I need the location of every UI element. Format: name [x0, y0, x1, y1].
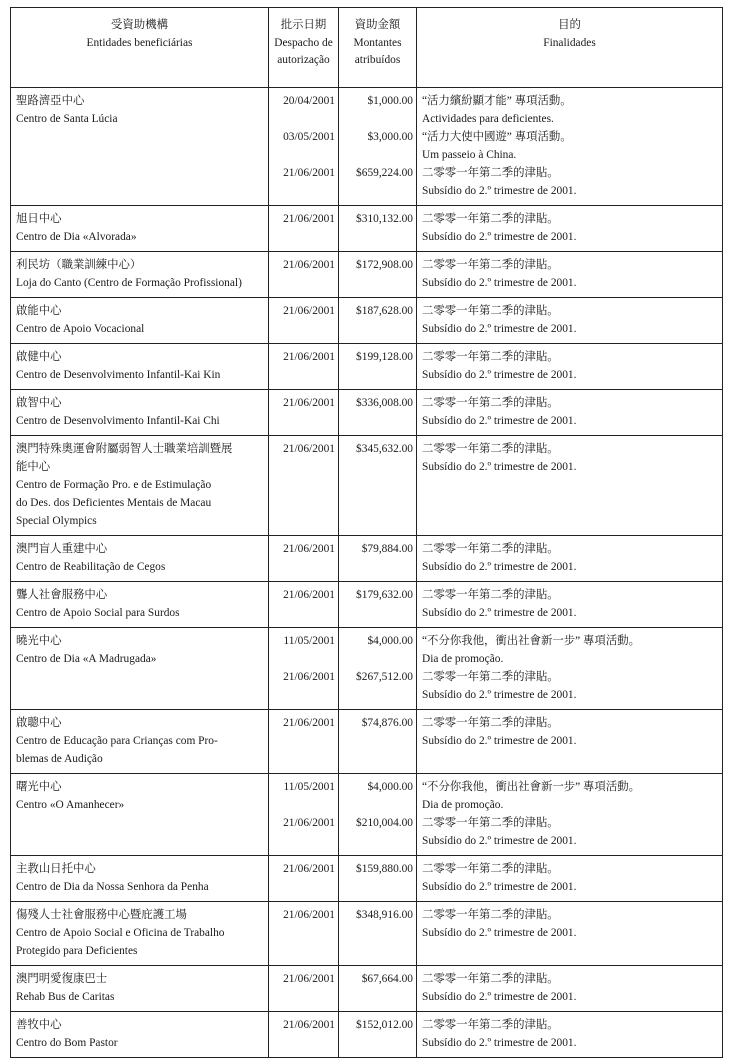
entity-name-line: 澳門明愛復康巴士: [16, 973, 108, 985]
date-cell: [269, 436, 339, 536]
entity-name-line: Centro de Apoio Social e Oficina de Trabalho: [16, 927, 225, 939]
table-row: [11, 966, 723, 1012]
amount-cell: [339, 582, 417, 628]
entity-cell: [11, 206, 269, 252]
entity-name-line: Centro de Formação Pro. e de Estimulação: [16, 479, 212, 491]
line-spacer: [344, 412, 413, 430]
purpose-cell: [417, 206, 723, 252]
header-date-zh: 批示日期: [280, 19, 327, 31]
header-entity: [11, 8, 269, 88]
line-spacer: [274, 878, 335, 896]
line-spacer: [274, 796, 335, 814]
entity-cell: [11, 856, 269, 902]
purpose-line: 二零零一年第二季的津貼。: [422, 909, 559, 921]
line-spacer: [344, 320, 413, 338]
header-amount-pt-1: Montantes: [353, 36, 402, 49]
purpose-line: Subsídio do 2.º trimestre de 2001.: [422, 835, 577, 847]
line-spacer: [274, 366, 335, 384]
line-spacer: [274, 182, 335, 200]
purpose-line: “不分你我他，衝出社會新一步” 專項活動。: [422, 781, 640, 793]
authorization-date: 21/06/2001: [283, 589, 335, 601]
header-entity-pt: Entidades beneficiárias: [86, 36, 193, 49]
entity-name-line: Protegido para Deficientes: [16, 945, 138, 957]
entity-name-line: 旭日中心: [16, 213, 62, 225]
purpose-cell: [417, 436, 723, 536]
date-cell: [269, 774, 339, 856]
entity-cell: [11, 252, 269, 298]
entity-name-line: 聖路濟亞中心: [16, 95, 85, 107]
authorization-date: 21/06/2001: [283, 973, 335, 985]
line-spacer: [274, 146, 335, 164]
table-row: [11, 298, 723, 344]
authorization-date: 21/06/2001: [283, 543, 335, 555]
table-row: [11, 88, 723, 206]
amount-cell: [339, 252, 417, 298]
purpose-cell: [417, 582, 723, 628]
grant-amount: $3,000.00: [367, 131, 413, 143]
date-cell: [269, 298, 339, 344]
grant-amount: $172,908.00: [356, 259, 413, 271]
purpose-line: Subsídio do 2.º trimestre de 2001.: [422, 323, 577, 335]
line-spacer: [274, 732, 335, 750]
purpose-line: “活力繽紛顯才能” 專項活動。: [422, 95, 572, 107]
purpose-line: 二零零一年第二季的津貼。: [422, 863, 559, 875]
header-amount-pt-2: atribuídos: [354, 54, 401, 66]
date-cell: [269, 710, 339, 774]
line-spacer: [274, 228, 335, 246]
purpose-cell: [417, 628, 723, 710]
entity-name-line: 傷殘人士社會服務中心暨庇護工場: [16, 909, 187, 921]
line-spacer: [274, 274, 335, 292]
table-body: [11, 88, 723, 1058]
header-date-pt-1: Despacho de: [274, 36, 333, 49]
entity-name-line: 澳門盲人重建中心: [16, 543, 108, 555]
purpose-line: Subsídio do 2.º trimestre de 2001.: [422, 561, 577, 573]
date-cell: [269, 536, 339, 582]
entity-cell: [11, 536, 269, 582]
date-cell: [269, 582, 339, 628]
table-row: [11, 206, 723, 252]
purpose-line: Subsídio do 2.º trimestre de 2001.: [422, 689, 577, 701]
purpose-line: Dia de promoção.: [422, 799, 504, 811]
table-row: [11, 856, 723, 902]
purpose-line: “活力大使中國遊” 專項活動。: [422, 131, 572, 143]
grant-amount: $348,916.00: [356, 909, 413, 921]
table-row: [11, 344, 723, 390]
purpose-line: Subsídio do 2.º trimestre de 2001.: [422, 881, 577, 893]
purpose-line: 二零零一年第二季的津貼。: [422, 973, 559, 985]
entity-name-line: Centro de Reabilitação de Cegos: [16, 561, 166, 573]
authorization-date: 21/06/2001: [283, 1019, 335, 1031]
table-row: [11, 436, 723, 536]
authorization-date: 21/06/2001: [283, 213, 335, 225]
date-cell: [269, 88, 339, 206]
entity-cell: [11, 390, 269, 436]
entity-name-line: 曙光中心: [16, 781, 62, 793]
header-date: [269, 8, 339, 88]
entity-name-line: 曉光中心: [16, 635, 62, 647]
entity-cell: [11, 344, 269, 390]
line-spacer: [344, 604, 413, 622]
line-spacer: [344, 110, 413, 128]
amount-cell: [339, 206, 417, 252]
grant-amount: $187,628.00: [356, 305, 413, 317]
date-cell: [269, 252, 339, 298]
line-spacer: [344, 146, 413, 164]
table-row: [11, 390, 723, 436]
purpose-line: Subsídio do 2.º trimestre de 2001.: [422, 231, 577, 243]
authorization-date: 21/06/2001: [283, 817, 335, 829]
amount-cell: [339, 1012, 417, 1058]
entity-name-line: 主教山日托中心: [16, 863, 96, 875]
grant-amount: $310,132.00: [356, 213, 413, 225]
purpose-line: Subsídio do 2.º trimestre de 2001.: [422, 1037, 577, 1049]
purpose-line: 二零零一年第二季的津貼。: [422, 305, 559, 317]
amount-cell: [339, 436, 417, 536]
purpose-line: 二零零一年第二季的津貼。: [422, 817, 559, 829]
line-spacer: [344, 686, 413, 704]
authorization-date: 21/06/2001: [283, 909, 335, 921]
authorization-date: 21/06/2001: [283, 671, 335, 683]
header-purpose-zh: 目的: [558, 19, 581, 31]
grant-amount: $345,632.00: [356, 443, 413, 455]
table-row: [11, 536, 723, 582]
purpose-cell: [417, 856, 723, 902]
header-amount: [339, 8, 417, 88]
purpose-line: Um passeio à China.: [422, 149, 517, 161]
header-entity-zh: 受資助機構: [111, 19, 168, 31]
entity-cell: [11, 966, 269, 1012]
purpose-cell: [417, 966, 723, 1012]
line-spacer: [344, 458, 413, 476]
amount-cell: [339, 628, 417, 710]
table-row: [11, 628, 723, 710]
purpose-line: 二零零一年第二季的津貼。: [422, 589, 559, 601]
entity-name-line: Centro do Bom Pastor: [16, 1037, 118, 1049]
header-amount-zh: 資助金額: [354, 19, 401, 31]
entity-name-line: Centro de Dia da Nossa Senhora da Penha: [16, 881, 209, 893]
line-spacer: [274, 924, 335, 942]
purpose-cell: [417, 774, 723, 856]
amount-cell: [339, 390, 417, 436]
amount-cell: [339, 710, 417, 774]
amount-cell: [339, 88, 417, 206]
amount-cell: [339, 966, 417, 1012]
date-cell: [269, 856, 339, 902]
line-spacer: [274, 832, 335, 850]
table-row: [11, 582, 723, 628]
table-row: [11, 1012, 723, 1058]
purpose-line: Subsídio do 2.º trimestre de 2001.: [422, 185, 577, 197]
entity-cell: [11, 774, 269, 856]
date-cell: [269, 344, 339, 390]
line-spacer: [344, 650, 413, 668]
entity-cell: [11, 298, 269, 344]
line-spacer: [344, 832, 413, 850]
purpose-line: 二零零一年第二季的津貼。: [422, 259, 559, 271]
entity-name-line: 啟聰中心: [16, 717, 62, 729]
purpose-line: Subsídio do 2.º trimestre de 2001.: [422, 991, 577, 1003]
authorization-date: 11/05/2001: [283, 635, 335, 647]
table-row: [11, 902, 723, 966]
entity-cell: [11, 582, 269, 628]
entity-name-line: Special Olympics: [16, 515, 97, 527]
amount-cell: [339, 344, 417, 390]
entity-name-line: 聾人社會服務中心: [16, 589, 108, 601]
purpose-line: 二零零一年第二季的津貼。: [422, 671, 559, 683]
line-spacer: [344, 182, 413, 200]
entity-name-line: blemas de Audição: [16, 753, 103, 765]
grants-table: [10, 7, 723, 1058]
amount-cell: [339, 536, 417, 582]
line-spacer: [274, 686, 335, 704]
purpose-line: 二零零一年第二季的津貼。: [422, 717, 559, 729]
line-spacer: [344, 732, 413, 750]
header-row: [11, 8, 723, 88]
entity-cell: [11, 628, 269, 710]
purpose-line: Dia de promoção.: [422, 653, 504, 665]
purpose-line: 二零零一年第二季的津貼。: [422, 1019, 559, 1031]
authorization-date: 21/06/2001: [283, 351, 335, 363]
purpose-line: Actividades para deficientes.: [422, 113, 554, 125]
line-spacer: [344, 366, 413, 384]
purpose-cell: [417, 344, 723, 390]
purpose-cell: [417, 902, 723, 966]
header-purpose: [417, 8, 723, 88]
table-row: [11, 774, 723, 856]
line-spacer: [344, 796, 413, 814]
entity-name-line: 能中心: [16, 461, 51, 473]
entity-name-line: Centro de Apoio Social para Surdos: [16, 607, 180, 619]
line-spacer: [274, 604, 335, 622]
grant-amount: $4,000.00: [367, 781, 413, 793]
date-cell: [269, 628, 339, 710]
line-spacer: [344, 988, 413, 1006]
line-spacer: [274, 1034, 335, 1052]
line-spacer: [344, 558, 413, 576]
grant-amount: $210,004.00: [356, 817, 413, 829]
entity-name-line: Centro de Dia «A Madrugada»: [16, 653, 157, 665]
authorization-date: 21/06/2001: [283, 305, 335, 317]
purpose-cell: [417, 298, 723, 344]
line-spacer: [274, 320, 335, 338]
grant-amount: $4,000.00: [367, 635, 413, 647]
entity-name-line: Centro de Educação para Crianças com Pro-: [16, 735, 218, 747]
line-spacer: [344, 228, 413, 246]
grant-amount: $336,008.00: [356, 397, 413, 409]
grant-amount: $199,128.00: [356, 351, 413, 363]
entity-cell: [11, 436, 269, 536]
purpose-line: 二零零一年第二季的津貼。: [422, 351, 559, 363]
purpose-line: Subsídio do 2.º trimestre de 2001.: [422, 277, 577, 289]
line-spacer: [344, 878, 413, 896]
header-date-pt-2: autorização: [277, 54, 330, 66]
entity-name-line: Centro de Desenvolvimento Infantil-Kai Chi: [16, 415, 220, 427]
purpose-cell: [417, 390, 723, 436]
line-spacer: [344, 1034, 413, 1052]
grant-amount: $79,884.00: [361, 543, 413, 555]
entity-cell: [11, 88, 269, 206]
amount-cell: [339, 774, 417, 856]
entity-name-line: Centro de Dia «Alvorada»: [16, 231, 137, 243]
date-cell: [269, 206, 339, 252]
purpose-cell: [417, 536, 723, 582]
line-spacer: [274, 650, 335, 668]
authorization-date: 21/06/2001: [283, 259, 335, 271]
grant-amount: $67,664.00: [361, 973, 413, 985]
purpose-line: Subsídio do 2.º trimestre de 2001.: [422, 607, 577, 619]
purpose-cell: [417, 710, 723, 774]
entity-cell: [11, 710, 269, 774]
authorization-date: 21/06/2001: [283, 443, 335, 455]
line-spacer: [274, 458, 335, 476]
authorization-date: 21/06/2001: [283, 397, 335, 409]
purpose-cell: [417, 1012, 723, 1058]
purpose-line: 二零零一年第二季的津貼。: [422, 397, 559, 409]
entity-name-line: 澳門特殊奧運會附屬弱智人士職業培訓暨展: [16, 443, 233, 455]
authorization-date: 21/06/2001: [283, 863, 335, 875]
entity-cell: [11, 1012, 269, 1058]
entity-name-line: 啟智中心: [16, 397, 62, 409]
entity-name-line: 善牧中心: [16, 1019, 62, 1031]
line-spacer: [274, 412, 335, 430]
date-cell: [269, 1012, 339, 1058]
date-cell: [269, 902, 339, 966]
purpose-cell: [417, 88, 723, 206]
entity-name-line: 啟能中心: [16, 305, 62, 317]
entity-name-line: 啟健中心: [16, 351, 62, 363]
authorization-date: 20/04/2001: [283, 95, 335, 107]
grant-amount: $179,632.00: [356, 589, 413, 601]
purpose-line: “不分你我他，衝出社會新一步” 專項活動。: [422, 635, 640, 647]
line-spacer: [344, 924, 413, 942]
entity-name-line: Loja do Canto (Centro de Formação Profissional): [16, 277, 242, 289]
purpose-line: Subsídio do 2.º trimestre de 2001.: [422, 735, 577, 747]
purpose-line: Subsídio do 2.º trimestre de 2001.: [422, 415, 577, 427]
entity-name-line: Rehab Bus de Caritas: [16, 991, 115, 1003]
entity-name-line: Centro de Desenvolvimento Infantil-Kai Kin: [16, 369, 221, 381]
purpose-line: Subsídio do 2.º trimestre de 2001.: [422, 369, 577, 381]
entity-name-line: Centro de Santa Lúcia: [16, 113, 118, 125]
purpose-line: 二零零一年第二季的津貼。: [422, 543, 559, 555]
authorization-date: 11/05/2001: [283, 781, 335, 793]
entity-cell: [11, 902, 269, 966]
purpose-line: 二零零一年第二季的津貼。: [422, 443, 559, 455]
entity-name-line: Centro «O Amanhecer»: [16, 799, 125, 811]
entity-name-line: do Des. dos Deficientes Mentais de Macau: [16, 497, 212, 509]
table-row: [11, 252, 723, 298]
authorization-date: 03/05/2001: [283, 131, 335, 143]
date-cell: [269, 390, 339, 436]
grant-amount: $1,000.00: [367, 95, 413, 107]
line-spacer: [344, 274, 413, 292]
purpose-line: 二零零一年第二季的津貼。: [422, 213, 559, 225]
amount-cell: [339, 902, 417, 966]
amount-cell: [339, 298, 417, 344]
header-purpose-pt: Finalidades: [543, 36, 596, 49]
authorization-date: 21/06/2001: [283, 717, 335, 729]
grant-amount: $659,224.00: [356, 167, 413, 179]
purpose-line: 二零零一年第二季的津貼。: [422, 167, 559, 179]
purpose-line: Subsídio do 2.º trimestre de 2001.: [422, 927, 577, 939]
amount-cell: [339, 856, 417, 902]
grant-amount: $159,880.00: [356, 863, 413, 875]
grant-amount: $74,876.00: [361, 717, 413, 729]
purpose-line: Subsídio do 2.º trimestre de 2001.: [422, 461, 577, 473]
date-cell: [269, 966, 339, 1012]
table-row: [11, 710, 723, 774]
authorization-date: 21/06/2001: [283, 167, 335, 179]
entity-name-line: 利民坊（職業訓練中心）: [16, 259, 142, 271]
grant-amount: $152,012.00: [356, 1019, 413, 1031]
line-spacer: [274, 558, 335, 576]
entity-name-line: Centro de Apoio Vocacional: [16, 323, 145, 335]
grant-amount: $267,512.00: [356, 671, 413, 683]
line-spacer: [274, 988, 335, 1006]
purpose-cell: [417, 252, 723, 298]
line-spacer: [274, 110, 335, 128]
